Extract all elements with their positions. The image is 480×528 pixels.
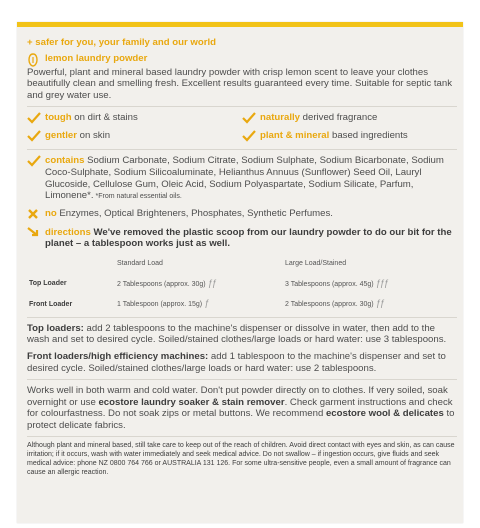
divider <box>27 149 457 150</box>
tagline: + safer for you, your family and our world <box>27 37 216 48</box>
tablespoon-icon: ƒƒƒ <box>375 277 388 288</box>
front-loaders-text: add 1 tablespoon to the machine's dispenser and set to desired cycle. Soiled/stained clothes/large loads or hard water: use 2 tablespoons. <box>27 350 446 374</box>
checkmark-icon <box>27 130 45 144</box>
usage-text: . Check garment instructions and check for colourfastness. Do not soak zips or metal buttons. We recommend <box>27 396 453 420</box>
dosage-row-label: Front Loader <box>29 300 73 308</box>
benefit-highlight: gentler <box>45 130 77 142</box>
top-loaders-label: Top loaders: <box>27 322 84 334</box>
front-loaders-instructions <box>27 351 457 374</box>
benefit-text: based ingredients <box>329 130 408 142</box>
dosage-row <box>27 274 457 295</box>
benefit-item <box>242 112 457 126</box>
usage-text: to protect delicate fabrics. <box>27 408 455 431</box>
dosage-large: 3 Tablespoons (approx. 45g) <box>285 280 374 288</box>
product-mention: ecostore laundry soaker & stain remover <box>98 396 285 408</box>
tablespoon-icon: ƒƒ <box>375 298 384 309</box>
top-loaders-instructions <box>27 323 457 346</box>
benefit-item <box>242 130 457 144</box>
contains-section <box>27 155 457 202</box>
arrow-icon <box>27 227 45 241</box>
benefit-highlight: tough <box>45 112 72 124</box>
benefit-item <box>27 112 242 126</box>
contains-label: contains <box>45 155 85 167</box>
contains-footnote: *From natural essential oils. <box>93 193 182 201</box>
product-name: lemon laundry powder <box>45 52 148 64</box>
benefit-text: on dirt & stains <box>71 112 138 124</box>
divider <box>27 436 457 437</box>
checkmark-icon <box>242 130 260 144</box>
cross-icon <box>27 208 45 222</box>
checkmark-icon <box>27 155 45 169</box>
product-mention: ecostore wool & delicates <box>325 408 444 420</box>
divider <box>27 106 457 107</box>
dosage-header <box>27 254 115 274</box>
label-content <box>27 37 457 478</box>
checkmark-icon <box>242 112 260 126</box>
no-label: no <box>45 207 57 219</box>
usage-notes <box>27 385 457 431</box>
directions-label: directions <box>45 226 91 238</box>
tablespoon-icon: ƒ <box>204 298 209 309</box>
dosage-large: 2 Tablespoons (approx. 30g) <box>285 301 374 309</box>
benefit-highlight: naturally <box>260 112 300 124</box>
product-description: Powerful, plant and mineral based laundry powder with crisp lemon scent to leave your clothes beautifully clean and smelling fresh. Excellent results guaranteed every time. Suitable for septic tank and grey water use. <box>27 66 453 101</box>
dosage-header-row <box>27 254 457 274</box>
benefit-highlight: plant & mineral <box>260 130 330 142</box>
dosage-header: Standard Load <box>117 259 163 267</box>
product-label-panel <box>17 22 463 523</box>
directions-text: We've removed the plastic scoop from our laundry powder to do our bit for the planet – a tablespoon works just as well. <box>45 226 452 250</box>
front-loaders-label: Front loaders/high efficiency machines: <box>27 350 209 362</box>
dosage-header: Large Load/Stained <box>285 259 347 267</box>
divider <box>27 317 457 318</box>
benefits-grid <box>27 112 457 144</box>
benefit-text: derived fragrance <box>300 112 378 124</box>
no-text: Enzymes, Optical Brighteners, Phosphates, Synthetic Perfumes. <box>56 207 333 219</box>
directions-section <box>27 227 457 250</box>
dosage-row-label: Top Loader <box>29 280 67 288</box>
dosage-table <box>27 254 457 315</box>
top-loaders-text: add 2 tablespoons to the machine's dispenser or dissolve in water, then add to the wash and set to desired cycle. Soiled/stained clothes/large loads or hard water: use 3 tablespoons. <box>27 322 447 346</box>
product-intro <box>27 53 457 67</box>
divider <box>27 379 457 380</box>
checkmark-icon <box>27 112 45 126</box>
benefit-text: on skin <box>77 130 111 142</box>
dosage-row <box>27 294 457 315</box>
dosage-standard: 2 Tablespoons (approx. 30g) <box>117 280 206 288</box>
contains-text: Sodium Carbonate, Sodium Citrate, Sodium Sulphate, Sodium Bicarbonate, Sodium Coco-Sulphate, Sodium Silicoaluminate, Helianthus Annuus (Sunflower) Seed Oil, Lauryl Glucoside, Cellulose Gum, Oleic Acid, Sodium Polyaspartate, Sodium Silicate, Parfum, Limonene*. <box>45 155 444 202</box>
tablespoon-icon: ƒƒ <box>207 277 216 288</box>
no-section <box>27 208 457 222</box>
usage-text: Works well in both warm and cold water. Don't put powder directly on to clothes. If very soiled, soak overnight or use <box>27 385 448 408</box>
lemon-icon <box>27 53 45 67</box>
safety-warning: Although plant and mineral based, still take care to keep out of the reach of children. Avoid direct contact with eyes and skin, as can cause irritation; if it occurs, wash with water immediately and seek medical advice. Do not swallow – if ingestion occurs, give fluids and seek medical advice: phone NZ 0800 764 766 or AUSTRALIA 131 126. For some ultra-sensitive people, even a small amount of fragrance can cause an allergic reaction. <box>27 442 455 476</box>
dosage-standard: 1 Tablespoon (approx. 15g) <box>117 301 203 309</box>
benefit-item <box>27 130 242 144</box>
